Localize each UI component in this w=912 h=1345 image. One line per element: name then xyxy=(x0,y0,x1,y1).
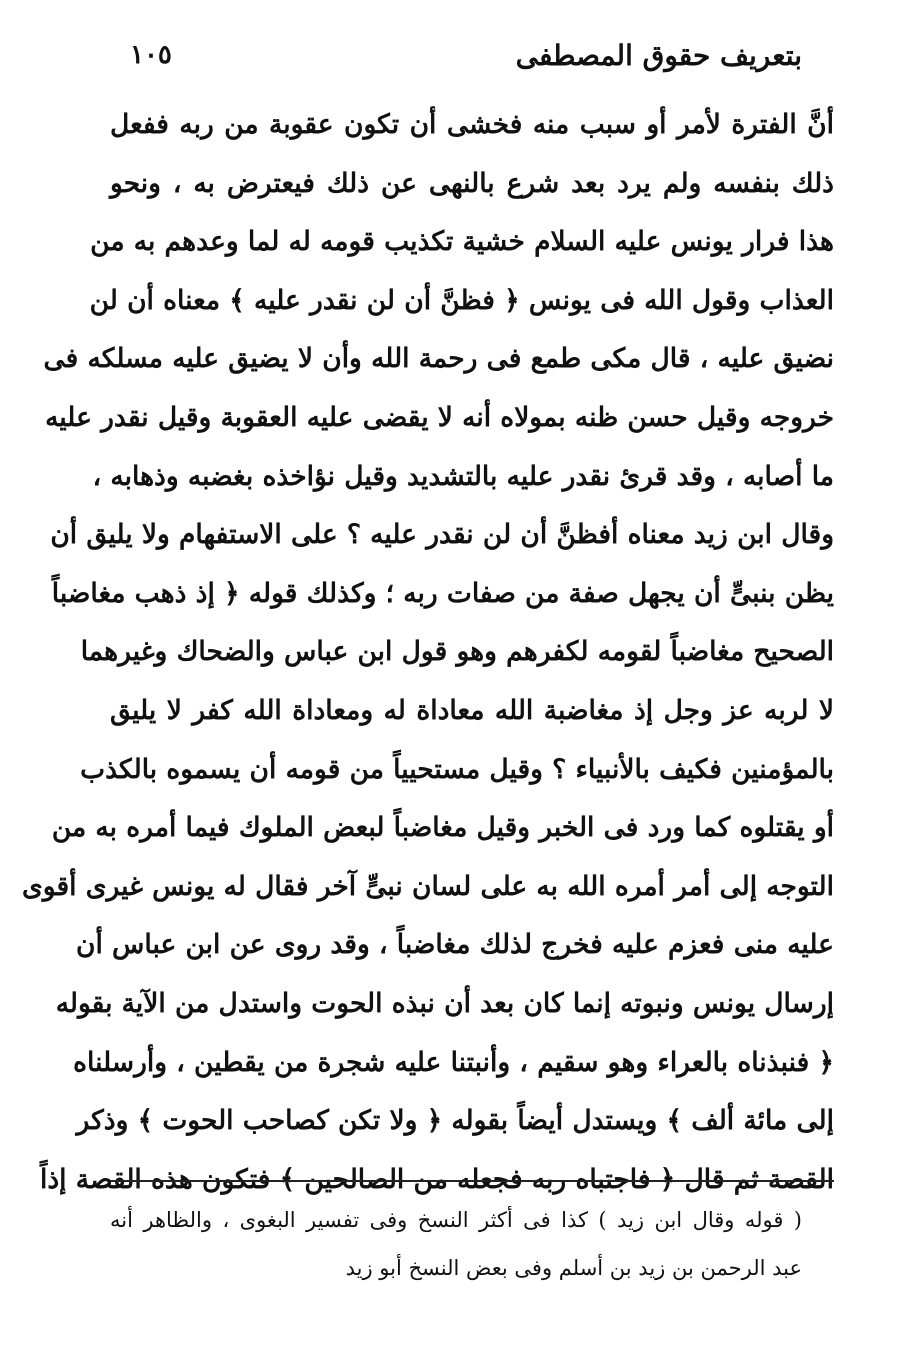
text-line: لا لربه عز وجل إذ مغاضبة الله معاداة له ومعاداة الله كفر لا يليق xyxy=(110,694,835,726)
text-line: القصة ثم قال ﴿ فاجتباه ربه فجعله من الصالحين ﴾ فتكون هذه القصة إذاً xyxy=(39,1163,834,1195)
page-header xyxy=(130,30,802,80)
text-line: ﴿ فنبذناه بالعراء وهو سقيم ، وأنبتنا عليه شجرة من يقطين ، وأرسلناه xyxy=(73,1046,834,1078)
footnote-line: ( قوله وقال ابن زيد ) كذا فى أكثر النسخ وفى تفسير البغوى ، والظاهر أنه xyxy=(110,1208,802,1232)
footnote-divider xyxy=(110,1180,834,1182)
text-line: وقال ابن زيد معناه أفظنَّ أن لن نقدر عليه ؟ على الاستفهام ولا يليق أن xyxy=(50,519,834,551)
running-title: بتعريف حقوق المصطفى xyxy=(515,38,802,72)
footnote-line: عبد الرحمن بن زيد بن أسلم وفى بعض النسخ أبو زيد xyxy=(345,1256,802,1280)
text-line: ما أصابه ، وقد قرئ نقدر عليه بالتشديد وقيل نؤاخذه بغضبه وذهابه ، xyxy=(92,460,834,492)
text-line: أنَّ الفترة لأمر أو سبب منه فخشى أن تكون عقوبة من ربه ففعل xyxy=(110,109,834,140)
footnote xyxy=(110,1196,802,1292)
text-line: التوجه إلى أمر أمره الله به على لسان نبىٍّ آخر فقال له يونس غيرى أقوى xyxy=(22,870,834,902)
page-number: ١٠٥ xyxy=(130,40,172,70)
text-line: الصحيح مغاضباً لقومه لكفرهم وهو قول ابن عباس والضحاك وغيرهما xyxy=(80,636,834,668)
text-line: بالمؤمنين فكيف بالأنبياء ؟ وقيل مستحيياً من قومه أن يسموه بالكذب xyxy=(80,753,834,785)
text-line: هذا فرار يونس عليه السلام خشية تكذيب قومه له لما وعدهم به من xyxy=(90,226,834,258)
text-line: نضيق عليه ، قال مكى طمع فى رحمة الله وأن لا يضيق عليه مسلكه فى xyxy=(43,343,834,375)
text-line: ذلك بنفسه ولم يرد بعد شرع بالنهى عن ذلك فيعترض به ، ونحو xyxy=(110,167,834,199)
text-line: العذاب وقول الله فى يونس ﴿ فظنَّ أن لن نقدر عليه ﴾ معناه أن لن xyxy=(89,284,834,316)
text-line: أو يقتلوه كما ورد فى الخبر وقيل مغاضباً لبعض الملوك فيما أمره به من xyxy=(51,812,834,844)
text-line: يظن بنبىٍّ أن يجهل صفة من صفات ربه ؛ وكذلك قوله ﴿ إذ ذهب مغاضباً xyxy=(51,577,834,609)
text-line: خروجه وقيل حسن ظنه بمولاه أنه لا يقضى عليه العقوبة وقيل نقدر عليه xyxy=(45,401,834,433)
text-line: إلى مائة ألف ﴾ ويستدل أيضاً بقوله ﴿ ولا تكن كصاحب الحوت ﴾ وذكر xyxy=(76,1105,834,1137)
main-text xyxy=(22,96,835,1209)
text-line: عليه منى فعزم عليه فخرج لذلك مغاضباً ، وقد روى عن ابن عباس أن xyxy=(75,929,834,961)
text-line: إرسال يونس ونبوته إنما كان بعد أن نبذه الحوت واستدل من الآية بقوله xyxy=(55,987,834,1019)
